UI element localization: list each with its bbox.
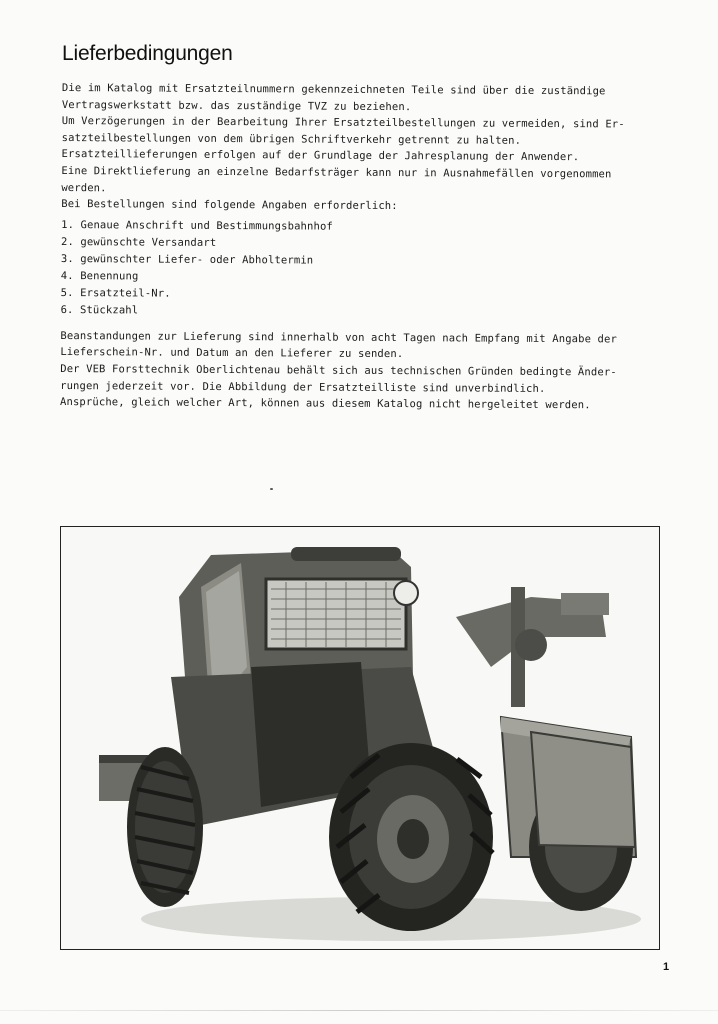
print-speck (270, 488, 273, 490)
text-line: Beanstandungen zur Lieferung sind innerhalb von acht Tagen nach Empfang mit Angabe der (60, 329, 618, 346)
page-bottom-edge (0, 1010, 718, 1011)
text-line: Die im Katalog mit Ersatzteilnummern gekennzeichneten Teile sind über die zuständige (61, 81, 606, 98)
text-line: Um Verzögerungen in der Bearbeitung Ihrer Ersatzteilbestellungen zu vermeiden, sind Er- (61, 115, 625, 131)
text-line: werden. (61, 181, 107, 194)
page-number: 1 (663, 961, 670, 973)
text-line: Bei Bestellungen sind folgende Angaben erforderlich: (61, 198, 398, 213)
list-item: 5. Ersatzteil-Nr. (60, 286, 171, 300)
text-line: Der VEB Forsttechnik Oberlichtenau behält sich aus technischen Gründen bedingte Änder- (60, 362, 617, 379)
tractor-photo (60, 526, 660, 950)
forestry-tractor-illustration (61, 527, 658, 948)
order-requirements-list (61, 217, 662, 323)
text-line: Lieferschein-Nr. und Datum an den Lieferer zu senden. (60, 346, 404, 361)
text-line: Ansprüche, gleich welcher Art, können aus diesem Katalog nicht hergeleitet werden. (59, 396, 591, 412)
text-line: Ersatzteillieferungen erfolgen auf der Grundlage der Jahresplanung der Anwender. (61, 148, 580, 164)
page-title: Lieferbedingungen (62, 42, 233, 66)
list-item: 1. Genaue Anschrift und Bestimmungsbahnhof (61, 218, 333, 233)
list-item: 6. Stückzahl (60, 303, 139, 317)
text-line: Vertragswerkstatt bzw. das zuständige TVZ zu beziehen. (61, 98, 412, 113)
text-line: rungen jederzeit vor. Die Abbildung der Ersatzteilliste sind unverbindlich. (60, 379, 546, 395)
list-item: 3. gewünschter Liefer- oder Abholtermin (60, 252, 314, 267)
list-item: 2. gewünschte Versandart (60, 235, 217, 249)
text-line: satzteilbestellungen von dem übrigen Schriftverkehr getrennt zu halten. (61, 131, 522, 147)
text-line: Eine Direktlieferung an einzelne Bedarfsträger kann nur in Ausnahmefällen vorgenommen (61, 164, 612, 181)
list-item: 4. Benennung (60, 269, 139, 283)
delivery-conditions-text (60, 80, 662, 414)
